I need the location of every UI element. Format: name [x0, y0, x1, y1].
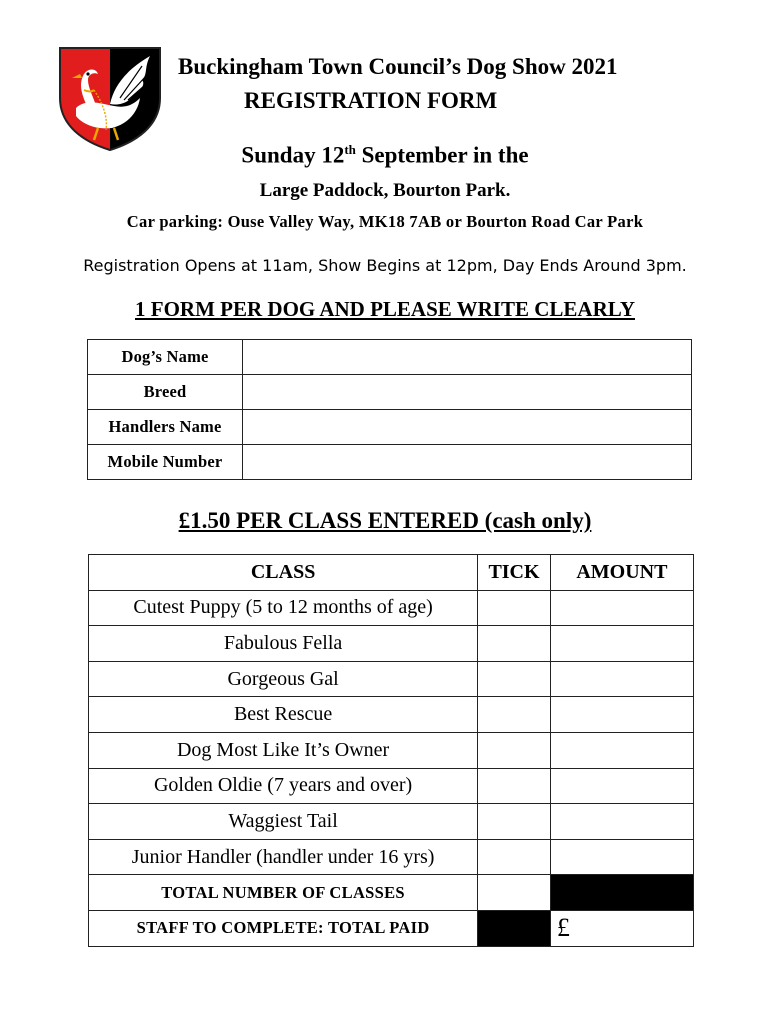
table-row [89, 626, 694, 662]
price-note: £1.50 PER CLASS ENTERED (cash only) [178, 508, 592, 533]
table-row [88, 340, 692, 375]
total-classes-label: TOTAL NUMBER OF CLASSES [89, 875, 478, 911]
class-name: Waggiest Tail [89, 804, 478, 840]
swan-crest-icon [58, 46, 162, 152]
tick-cell[interactable] [478, 839, 551, 875]
amount-cell[interactable] [550, 839, 693, 875]
table-row [89, 732, 694, 768]
event-venue: Large Paddock, Bourton Park. [259, 180, 511, 201]
table-row [89, 661, 694, 697]
amount-cell[interactable] [550, 804, 693, 840]
amount-cell[interactable] [550, 697, 693, 733]
breed-label: Breed [88, 375, 243, 410]
tick-cell[interactable] [478, 804, 551, 840]
event-date-ordinal: th [344, 142, 356, 157]
table-row [89, 839, 694, 875]
parking-info: Car parking: Ouse Valley Way, MK18 7AB or Bourton Road Car Park [126, 212, 644, 231]
currency-symbol: £ [556, 913, 570, 943]
handler-name-label: Handlers Name [88, 410, 243, 445]
class-entry-table [88, 554, 694, 947]
class-name: Junior Handler (handler under 16 yrs) [89, 839, 478, 875]
event-date-prefix: Sunday 12 [241, 142, 345, 168]
amount-cell[interactable] [550, 626, 693, 662]
mobile-number-label: Mobile Number [88, 445, 243, 480]
form-notice: 1 FORM PER DOG AND PLEASE WRITE CLEARLY [135, 297, 635, 321]
table-row [89, 697, 694, 733]
total-paid-row [89, 910, 694, 946]
dog-name-label: Dog’s Name [88, 340, 243, 375]
tick-cell[interactable] [478, 590, 551, 626]
table-header-row [89, 555, 694, 591]
amount-cell[interactable] [550, 661, 693, 697]
form-subtitle: REGISTRATION FORM [244, 88, 498, 113]
tick-cell[interactable] [478, 768, 551, 804]
table-row [89, 590, 694, 626]
breed-field[interactable] [243, 375, 692, 410]
total-classes-field[interactable] [478, 875, 551, 911]
mobile-number-field[interactable] [243, 445, 692, 480]
class-name: Cutest Puppy (5 to 12 months of age) [89, 590, 478, 626]
table-row [88, 375, 692, 410]
tick-column-header: TICK [478, 555, 551, 591]
class-name: Dog Most Like It’s Owner [89, 732, 478, 768]
event-date-suffix: September in the [355, 142, 529, 168]
total-classes-row [89, 875, 694, 911]
amount-cell[interactable] [550, 732, 693, 768]
handler-name-field[interactable] [243, 410, 692, 445]
class-name: Gorgeous Gal [89, 661, 478, 697]
table-row [89, 804, 694, 840]
blocked-cell [550, 875, 693, 911]
class-column-header: CLASS [89, 555, 478, 591]
tick-cell[interactable] [478, 661, 551, 697]
event-date [0, 142, 770, 169]
table-row [88, 410, 692, 445]
class-name: Fabulous Fella [89, 626, 478, 662]
table-row [89, 768, 694, 804]
blocked-cell [478, 910, 551, 946]
tick-cell[interactable] [478, 626, 551, 662]
amount-cell[interactable] [550, 590, 693, 626]
tick-cell[interactable] [478, 697, 551, 733]
dog-name-field[interactable] [243, 340, 692, 375]
page-title: Buckingham Town Council’s Dog Show 2021 [178, 54, 618, 79]
tick-cell[interactable] [478, 732, 551, 768]
total-paid-label: STAFF TO COMPLETE: TOTAL PAID [89, 910, 478, 946]
event-times: Registration Opens at 11am, Show Begins at 12pm, Day Ends Around 3pm. [83, 256, 687, 275]
class-name: Golden Oldie (7 years and over) [89, 768, 478, 804]
table-row [88, 445, 692, 480]
amount-column-header: AMOUNT [550, 555, 693, 591]
amount-cell[interactable] [550, 768, 693, 804]
dog-details-table [87, 339, 692, 480]
total-paid-field[interactable] [550, 910, 693, 946]
class-name: Best Rescue [89, 697, 478, 733]
